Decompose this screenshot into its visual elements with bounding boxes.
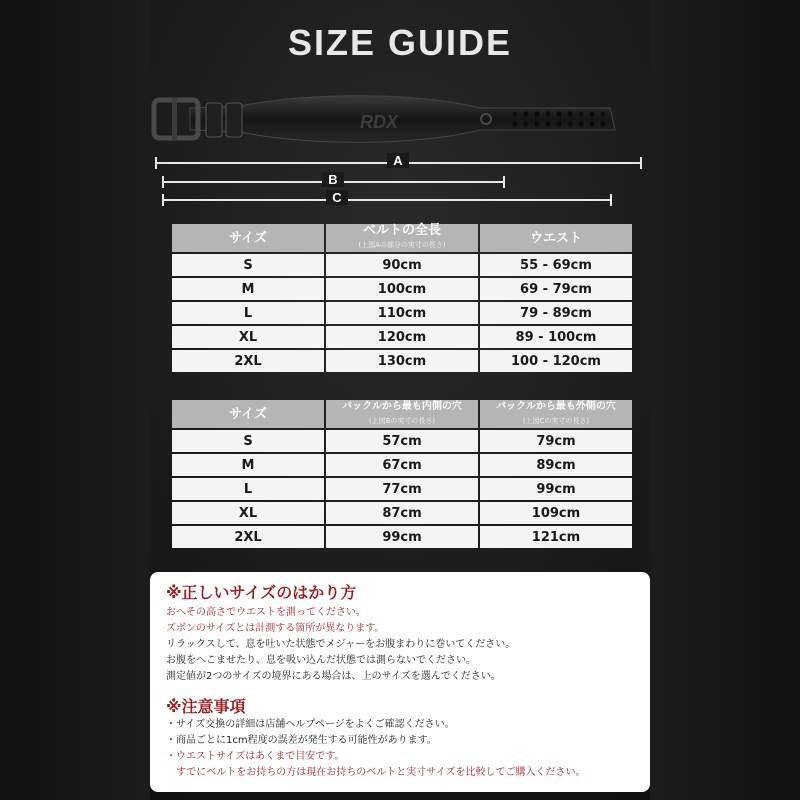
belt-hole xyxy=(567,121,572,126)
header-inner-hole: バックルから最も内側の穴 (上図Bの実寸の長さ) xyxy=(326,400,478,428)
table-row xyxy=(172,478,632,500)
belt-hole xyxy=(534,121,539,126)
belt-logo: RDX xyxy=(360,112,399,132)
belt-hole xyxy=(589,121,594,126)
dimension-b-label: B xyxy=(322,172,344,187)
measure-line: 測定値が2つのサイズの境界にある場合は、上のサイズを選んでください。 xyxy=(166,671,501,682)
dimension-b xyxy=(162,172,505,187)
belt-hole xyxy=(578,111,583,116)
left-backdrop xyxy=(0,0,150,800)
header-outer-hole-note: (上図Cの実寸の長さ) xyxy=(522,417,590,425)
waist-cell: 89 - 100cm xyxy=(480,326,632,348)
size-cell: 2XL xyxy=(172,350,324,372)
size-cell: L xyxy=(172,302,324,324)
outer-hole-cell: 99cm xyxy=(480,478,632,500)
waist-cell: 69 - 79cm xyxy=(480,278,632,300)
belt-hole xyxy=(523,121,528,126)
belt-hole xyxy=(523,111,528,116)
table-row xyxy=(172,350,632,372)
length-cell: 100cm xyxy=(326,278,478,300)
size-cell: S xyxy=(172,430,324,452)
table-row xyxy=(172,326,632,348)
table-row xyxy=(172,302,632,324)
outer-hole-cell: 79cm xyxy=(480,430,632,452)
table-row xyxy=(172,526,632,548)
table-header-row xyxy=(172,224,632,252)
header-belt-length: ベルトの全長 (上図Aの部分の実寸の長さ) xyxy=(326,224,478,252)
belt-hole xyxy=(512,121,517,126)
belt-hole xyxy=(600,121,605,126)
waist-cell: 55 - 69cm xyxy=(480,254,632,276)
notes-panel xyxy=(150,572,650,792)
outer-hole-cell: 121cm xyxy=(480,526,632,548)
inner-hole-cell: 87cm xyxy=(326,502,478,524)
measure-line: おへその高さでウエストを測ってください。 xyxy=(166,607,366,618)
size-cell: XL xyxy=(172,502,324,524)
right-backdrop xyxy=(650,0,800,800)
belt-hole xyxy=(578,121,583,126)
header-waist: ウエスト xyxy=(480,224,632,252)
header-size: サイズ xyxy=(172,400,324,428)
caution-line: すでにベルトをお持ちの方は現在お持ちのベルトと実寸サイズを比較してご購入ください。 xyxy=(166,767,586,778)
table-row xyxy=(172,430,632,452)
size-cell: S xyxy=(172,254,324,276)
belt-hole xyxy=(600,111,605,116)
inner-hole-cell: 77cm xyxy=(326,478,478,500)
belt-length-table xyxy=(170,222,634,374)
caution-heading: ※注意事項 xyxy=(166,697,246,716)
inner-hole-cell: 99cm xyxy=(326,526,478,548)
dimension-c xyxy=(162,190,612,205)
belt-hole xyxy=(534,111,539,116)
belt-loop xyxy=(206,103,222,137)
measure-line: リラックスして、息を吐いた状態でメジャーをお腹まわりに巻いてください。 xyxy=(166,639,516,650)
inner-hole-cell: 67cm xyxy=(326,454,478,476)
belt-hole xyxy=(545,121,550,126)
belt-hole xyxy=(589,111,594,116)
waist-cell: 79 - 89cm xyxy=(480,302,632,324)
hole-distance-table xyxy=(170,398,634,550)
page-title: SIZE GUIDE xyxy=(287,22,513,63)
inner-hole-cell: 57cm xyxy=(326,430,478,452)
measure-line: お腹をへこませたり、息を吸い込んだ状態では測らないでください。 xyxy=(166,655,476,666)
belt-hole xyxy=(512,111,517,116)
buckle-prong xyxy=(172,98,177,140)
dimension-c-label: C xyxy=(326,190,348,205)
length-cell: 90cm xyxy=(326,254,478,276)
size-cell: M xyxy=(172,454,324,476)
table-row xyxy=(172,278,632,300)
header-outer-hole: バックルから最も外側の穴 (上図Cの実寸の長さ) xyxy=(480,400,632,428)
belt-hole xyxy=(556,121,561,126)
dimension-a-label: A xyxy=(387,153,409,168)
dimension-a xyxy=(155,153,642,168)
caution-line: ・商品ごとに1cm程度の誤差が発生する可能性があります。 xyxy=(166,735,437,746)
belt-strap xyxy=(190,96,615,143)
table-row xyxy=(172,254,632,276)
size-cell: 2XL xyxy=(172,526,324,548)
waist-cell: 100 - 120cm xyxy=(480,350,632,372)
measure-line: ズボンのサイズとは計測する箇所が異なります。 xyxy=(166,623,385,634)
length-cell: 120cm xyxy=(326,326,478,348)
header-size: サイズ xyxy=(172,224,324,252)
size-cell: XL xyxy=(172,326,324,348)
table-row xyxy=(172,502,632,524)
header-belt-length-note: (上図Aの部分の実寸の長さ) xyxy=(358,241,446,249)
caution-line: ・サイズ交換の詳細は店舗ヘルプページをよくご確認ください。 xyxy=(166,719,455,730)
size-cell: M xyxy=(172,278,324,300)
table-row xyxy=(172,454,632,476)
outer-hole-cell: 89cm xyxy=(480,454,632,476)
header-inner-hole-note: (上図Bの実寸の長さ) xyxy=(368,417,436,425)
table-header-row xyxy=(172,400,632,428)
belt-illustration xyxy=(150,90,650,160)
caution-line: ・ウエストサイズはあくまで目安です。 xyxy=(166,751,345,762)
belt-hole xyxy=(545,111,550,116)
length-cell: 110cm xyxy=(326,302,478,324)
measure-heading: ※正しいサイズのはかり方 xyxy=(166,583,357,602)
length-cell: 130cm xyxy=(326,350,478,372)
belt-hole xyxy=(556,111,561,116)
belt-loop xyxy=(226,103,242,137)
outer-hole-cell: 109cm xyxy=(480,502,632,524)
belt-hole xyxy=(567,111,572,116)
size-cell: L xyxy=(172,478,324,500)
